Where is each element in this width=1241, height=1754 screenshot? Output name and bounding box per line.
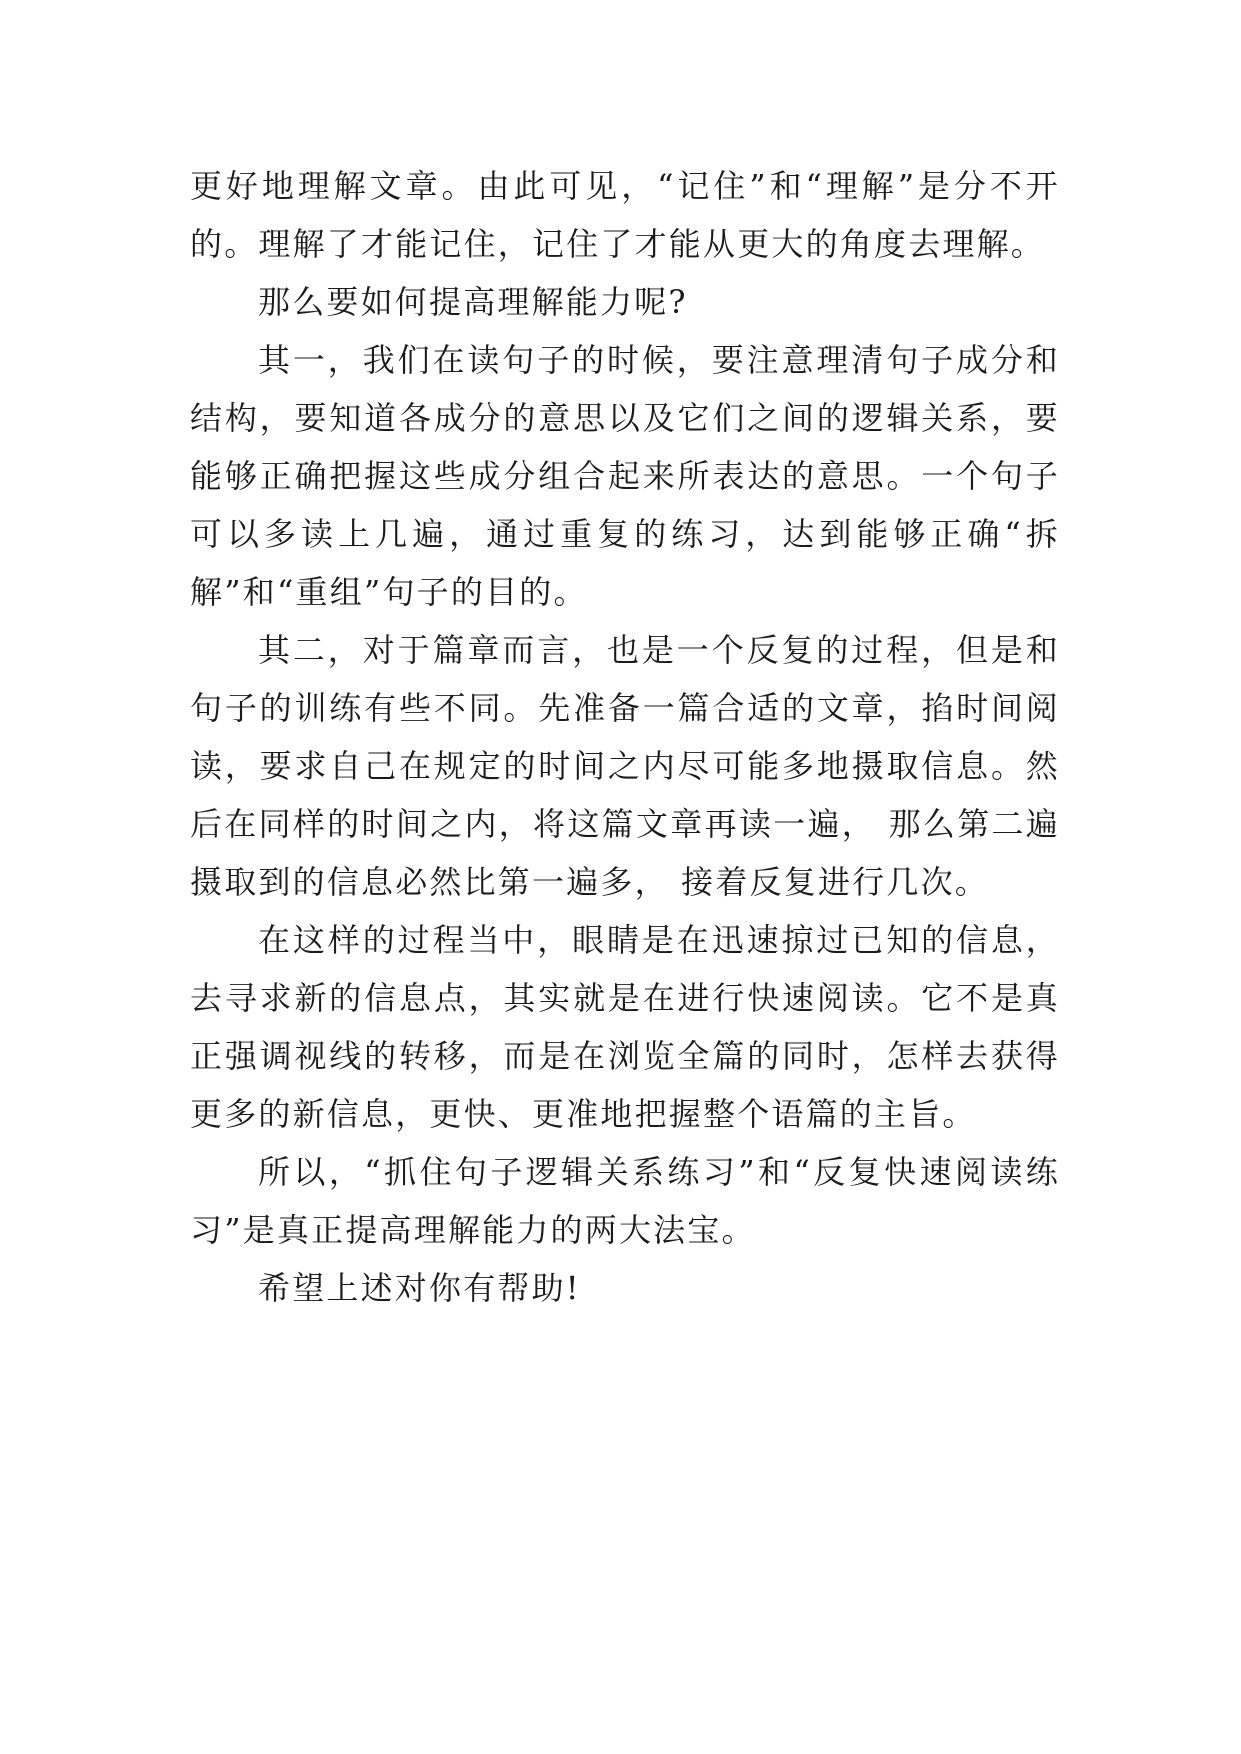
paragraph-closing: 希望上述对你有帮助! bbox=[258, 1269, 581, 1307]
paragraph-conclusion: 所以，“抓住句子逻辑关系练习”和“反复快速阅读练习”是真正提高理解能力的两大法宝。 bbox=[190, 1153, 1060, 1249]
paragraph-method-two: 其二，对于篇章而言，也是一个反复的过程，但是和句子的训练有些不同。先准备一篇合适的文章，掐时间阅读，要求自己在规定的时间之内尽可能多地摄取信息。然后在同样的时间之内，将这篇文章再读一遍， 那么第二遍摄取到的信息必然比第一遍多， 接着反复进行几次。 bbox=[190, 631, 1060, 901]
document-body bbox=[190, 157, 1060, 1317]
paragraph-fast-reading: 在这样的过程当中，眼睛是在迅速掠过已知的信息，去寻求新的信息点，其实就是在进行快速阅读。它不是真正强调视线的转移，而是在浏览全篇的同时，怎样去获得更多的新信息，更快、更准地把握整个语篇的主旨。 bbox=[190, 921, 1060, 1133]
paragraph-question: 那么要如何提高理解能力呢? bbox=[258, 283, 688, 321]
paragraph-method-one: 其一，我们在读句子的时候，要注意理清句子成分和结构，要知道各成分的意思以及它们之间的逻辑关系，要能够正确把握这些成分组合起来所表达的意思。一个句子可以多读上几遍，通过重复的练习，达到能够正确“拆解”和“重组”句子的目的。 bbox=[190, 341, 1060, 611]
paragraph-continuation: 更好地理解文章。由此可见，“记住”和“理解”是分不开的。理解了才能记住，记住了才能从更大的角度去理解。 bbox=[190, 167, 1060, 263]
